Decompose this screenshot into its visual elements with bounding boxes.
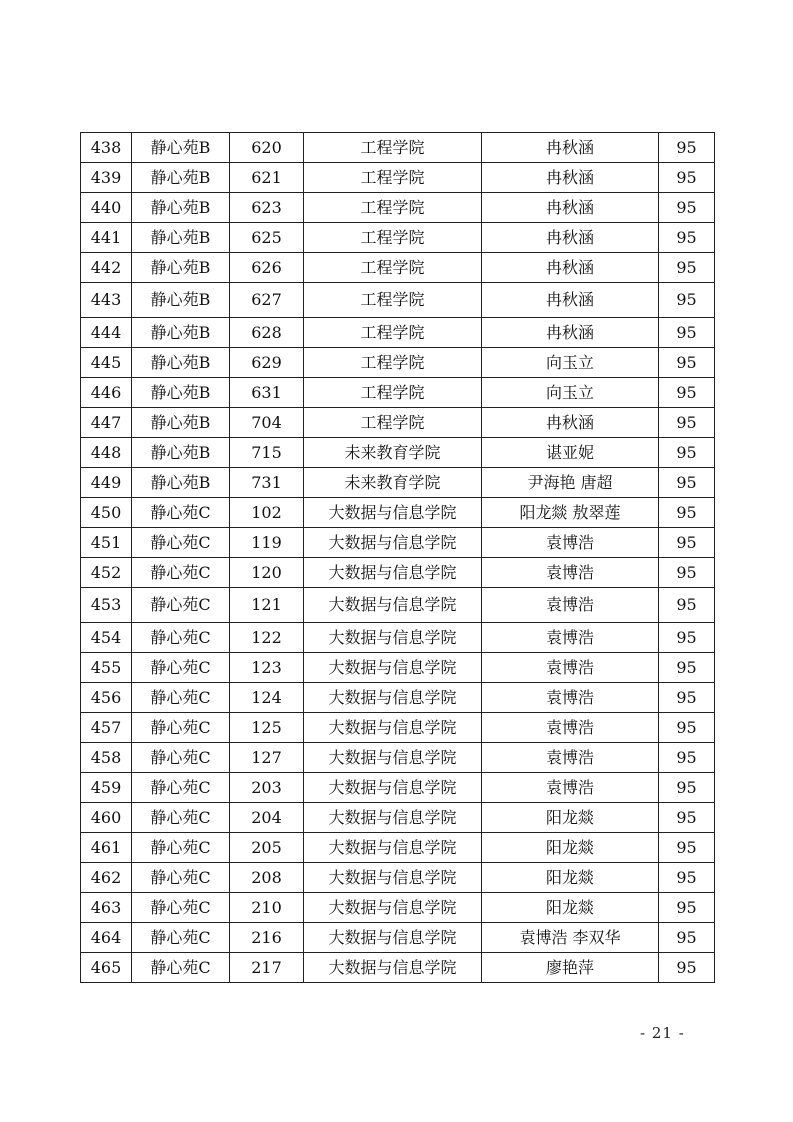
cell-room: 210 xyxy=(230,893,304,923)
cell-person: 廖艳萍 xyxy=(482,953,659,983)
table-row xyxy=(81,803,715,833)
cell-number: 457 xyxy=(81,713,132,743)
cell-building: 静心苑C xyxy=(132,498,230,528)
cell-score: 95 xyxy=(659,193,715,223)
cell-college: 工程学院 xyxy=(304,283,482,318)
cell-college: 工程学院 xyxy=(304,408,482,438)
cell-number: 439 xyxy=(81,163,132,193)
cell-building: 静心苑B xyxy=(132,283,230,318)
cell-college: 大数据与信息学院 xyxy=(304,558,482,588)
cell-score: 95 xyxy=(659,498,715,528)
cell-person: 冉秋涵 xyxy=(482,408,659,438)
cell-room: 124 xyxy=(230,683,304,713)
cell-college: 大数据与信息学院 xyxy=(304,588,482,623)
cell-score: 95 xyxy=(659,773,715,803)
cell-person: 袁博浩 xyxy=(482,683,659,713)
cell-number: 451 xyxy=(81,528,132,558)
cell-building: 静心苑C xyxy=(132,773,230,803)
cell-college: 未来教育学院 xyxy=(304,468,482,498)
cell-room: 731 xyxy=(230,468,304,498)
table-row xyxy=(81,318,715,348)
cell-number: 438 xyxy=(81,133,132,163)
cell-person: 阳龙燚 敖翠莲 xyxy=(482,498,659,528)
cell-score: 95 xyxy=(659,438,715,468)
cell-score: 95 xyxy=(659,133,715,163)
cell-room: 628 xyxy=(230,318,304,348)
cell-building: 静心苑C xyxy=(132,893,230,923)
cell-room: 127 xyxy=(230,743,304,773)
cell-person: 袁博浩 xyxy=(482,558,659,588)
cell-college: 工程学院 xyxy=(304,253,482,283)
cell-college: 大数据与信息学院 xyxy=(304,803,482,833)
cell-college: 大数据与信息学院 xyxy=(304,923,482,953)
cell-person: 阳龙燚 xyxy=(482,863,659,893)
cell-building: 静心苑C xyxy=(132,528,230,558)
cell-room: 102 xyxy=(230,498,304,528)
table-row xyxy=(81,348,715,378)
cell-college: 大数据与信息学院 xyxy=(304,743,482,773)
cell-room: 626 xyxy=(230,253,304,283)
cell-person: 冉秋涵 xyxy=(482,253,659,283)
cell-room: 208 xyxy=(230,863,304,893)
cell-room: 125 xyxy=(230,713,304,743)
table-row xyxy=(81,253,715,283)
cell-score: 95 xyxy=(659,653,715,683)
table-row xyxy=(81,683,715,713)
cell-college: 工程学院 xyxy=(304,223,482,253)
cell-number: 444 xyxy=(81,318,132,348)
cell-room: 629 xyxy=(230,348,304,378)
cell-score: 95 xyxy=(659,378,715,408)
cell-room: 119 xyxy=(230,528,304,558)
cell-person: 冉秋涵 xyxy=(482,283,659,318)
cell-room: 123 xyxy=(230,653,304,683)
table-row xyxy=(81,953,715,983)
cell-number: 456 xyxy=(81,683,132,713)
cell-building: 静心苑B xyxy=(132,133,230,163)
cell-number: 453 xyxy=(81,588,132,623)
cell-person: 袁博浩 xyxy=(482,623,659,653)
cell-number: 441 xyxy=(81,223,132,253)
cell-score: 95 xyxy=(659,588,715,623)
table-row xyxy=(81,223,715,253)
table-row xyxy=(81,743,715,773)
cell-number: 446 xyxy=(81,378,132,408)
cell-building: 静心苑B xyxy=(132,438,230,468)
cell-college: 工程学院 xyxy=(304,193,482,223)
cell-college: 大数据与信息学院 xyxy=(304,623,482,653)
cell-building: 静心苑C xyxy=(132,558,230,588)
cell-score: 95 xyxy=(659,318,715,348)
cell-number: 461 xyxy=(81,833,132,863)
cell-building: 静心苑C xyxy=(132,713,230,743)
cell-number: 455 xyxy=(81,653,132,683)
cell-building: 静心苑B xyxy=(132,318,230,348)
cell-person: 袁博浩 xyxy=(482,743,659,773)
cell-room: 623 xyxy=(230,193,304,223)
cell-number: 440 xyxy=(81,193,132,223)
cell-building: 静心苑C xyxy=(132,588,230,623)
cell-number: 463 xyxy=(81,893,132,923)
table-row xyxy=(81,923,715,953)
cell-person: 袁博浩 xyxy=(482,588,659,623)
cell-score: 95 xyxy=(659,253,715,283)
cell-score: 95 xyxy=(659,348,715,378)
cell-score: 95 xyxy=(659,558,715,588)
cell-room: 631 xyxy=(230,378,304,408)
cell-score: 95 xyxy=(659,713,715,743)
cell-college: 大数据与信息学院 xyxy=(304,653,482,683)
cell-person: 阳龙燚 xyxy=(482,833,659,863)
cell-person: 袁博浩 xyxy=(482,653,659,683)
cell-person: 冉秋涵 xyxy=(482,318,659,348)
table-row xyxy=(81,623,715,653)
cell-score: 95 xyxy=(659,528,715,558)
cell-score: 95 xyxy=(659,683,715,713)
cell-score: 95 xyxy=(659,953,715,983)
cell-building: 静心苑B xyxy=(132,163,230,193)
cell-building: 静心苑C xyxy=(132,863,230,893)
cell-number: 460 xyxy=(81,803,132,833)
cell-person: 阳龙燚 xyxy=(482,893,659,923)
cell-room: 627 xyxy=(230,283,304,318)
cell-person: 冉秋涵 xyxy=(482,223,659,253)
cell-room: 120 xyxy=(230,558,304,588)
cell-building: 静心苑C xyxy=(132,683,230,713)
cell-score: 95 xyxy=(659,803,715,833)
cell-room: 625 xyxy=(230,223,304,253)
cell-person: 谌亚妮 xyxy=(482,438,659,468)
cell-person: 袁博浩 xyxy=(482,773,659,803)
cell-number: 447 xyxy=(81,408,132,438)
cell-room: 204 xyxy=(230,803,304,833)
cell-building: 静心苑C xyxy=(132,623,230,653)
cell-person: 向玉立 xyxy=(482,348,659,378)
cell-number: 442 xyxy=(81,253,132,283)
cell-college: 大数据与信息学院 xyxy=(304,683,482,713)
cell-building: 静心苑C xyxy=(132,743,230,773)
table-row xyxy=(81,558,715,588)
cell-score: 95 xyxy=(659,623,715,653)
cell-building: 静心苑B xyxy=(132,408,230,438)
table-row xyxy=(81,438,715,468)
cell-number: 465 xyxy=(81,953,132,983)
cell-number: 459 xyxy=(81,773,132,803)
cell-score: 95 xyxy=(659,468,715,498)
cell-room: 203 xyxy=(230,773,304,803)
table-row xyxy=(81,528,715,558)
table-row xyxy=(81,863,715,893)
table-body xyxy=(81,133,715,983)
cell-room: 715 xyxy=(230,438,304,468)
cell-number: 452 xyxy=(81,558,132,588)
cell-person: 袁博浩 xyxy=(482,528,659,558)
table-row xyxy=(81,773,715,803)
cell-person: 袁博浩 李双华 xyxy=(482,923,659,953)
page-number: - 21 - xyxy=(640,1024,685,1042)
cell-person: 尹海艳 唐超 xyxy=(482,468,659,498)
cell-score: 95 xyxy=(659,223,715,253)
cell-number: 462 xyxy=(81,863,132,893)
cell-person: 冉秋涵 xyxy=(482,133,659,163)
cell-building: 静心苑C xyxy=(132,803,230,833)
cell-building: 静心苑B xyxy=(132,348,230,378)
cell-score: 95 xyxy=(659,408,715,438)
cell-college: 大数据与信息学院 xyxy=(304,773,482,803)
cell-score: 95 xyxy=(659,833,715,863)
cell-room: 122 xyxy=(230,623,304,653)
cell-person: 阳龙燚 xyxy=(482,803,659,833)
cell-person: 袁博浩 xyxy=(482,713,659,743)
cell-college: 大数据与信息学院 xyxy=(304,893,482,923)
cell-score: 95 xyxy=(659,863,715,893)
cell-college: 工程学院 xyxy=(304,348,482,378)
table-row xyxy=(81,283,715,318)
cell-building: 静心苑B xyxy=(132,193,230,223)
cell-number: 449 xyxy=(81,468,132,498)
cell-building: 静心苑C xyxy=(132,653,230,683)
table-row xyxy=(81,468,715,498)
cell-college: 工程学院 xyxy=(304,133,482,163)
table-row xyxy=(81,193,715,223)
cell-room: 621 xyxy=(230,163,304,193)
cell-person: 向玉立 xyxy=(482,378,659,408)
cell-college: 大数据与信息学院 xyxy=(304,498,482,528)
table-row xyxy=(81,893,715,923)
cell-room: 205 xyxy=(230,833,304,863)
cell-building: 静心苑B xyxy=(132,378,230,408)
dormitory-table xyxy=(80,132,715,983)
cell-college: 大数据与信息学院 xyxy=(304,833,482,863)
cell-room: 121 xyxy=(230,588,304,623)
cell-number: 458 xyxy=(81,743,132,773)
table-row xyxy=(81,378,715,408)
table-row xyxy=(81,163,715,193)
cell-number: 443 xyxy=(81,283,132,318)
table-row xyxy=(81,408,715,438)
cell-college: 大数据与信息学院 xyxy=(304,713,482,743)
cell-person: 冉秋涵 xyxy=(482,193,659,223)
table-row xyxy=(81,653,715,683)
table-row xyxy=(81,588,715,623)
cell-score: 95 xyxy=(659,283,715,318)
cell-number: 445 xyxy=(81,348,132,378)
cell-number: 448 xyxy=(81,438,132,468)
cell-number: 464 xyxy=(81,923,132,953)
cell-building: 静心苑C xyxy=(132,953,230,983)
cell-score: 95 xyxy=(659,923,715,953)
table-row xyxy=(81,133,715,163)
cell-building: 静心苑B xyxy=(132,223,230,253)
cell-college: 工程学院 xyxy=(304,318,482,348)
cell-room: 620 xyxy=(230,133,304,163)
cell-college: 未来教育学院 xyxy=(304,438,482,468)
cell-college: 工程学院 xyxy=(304,163,482,193)
table-row xyxy=(81,713,715,743)
cell-score: 95 xyxy=(659,893,715,923)
cell-college: 工程学院 xyxy=(304,378,482,408)
table-row xyxy=(81,833,715,863)
cell-room: 216 xyxy=(230,923,304,953)
cell-building: 静心苑B xyxy=(132,253,230,283)
cell-college: 大数据与信息学院 xyxy=(304,953,482,983)
cell-college: 大数据与信息学院 xyxy=(304,863,482,893)
cell-college: 大数据与信息学院 xyxy=(304,528,482,558)
table-row xyxy=(81,498,715,528)
cell-room: 217 xyxy=(230,953,304,983)
cell-building: 静心苑B xyxy=(132,468,230,498)
cell-person: 冉秋涵 xyxy=(482,163,659,193)
cell-room: 704 xyxy=(230,408,304,438)
cell-number: 450 xyxy=(81,498,132,528)
cell-score: 95 xyxy=(659,743,715,773)
cell-score: 95 xyxy=(659,163,715,193)
cell-building: 静心苑C xyxy=(132,833,230,863)
cell-number: 454 xyxy=(81,623,132,653)
cell-building: 静心苑C xyxy=(132,923,230,953)
